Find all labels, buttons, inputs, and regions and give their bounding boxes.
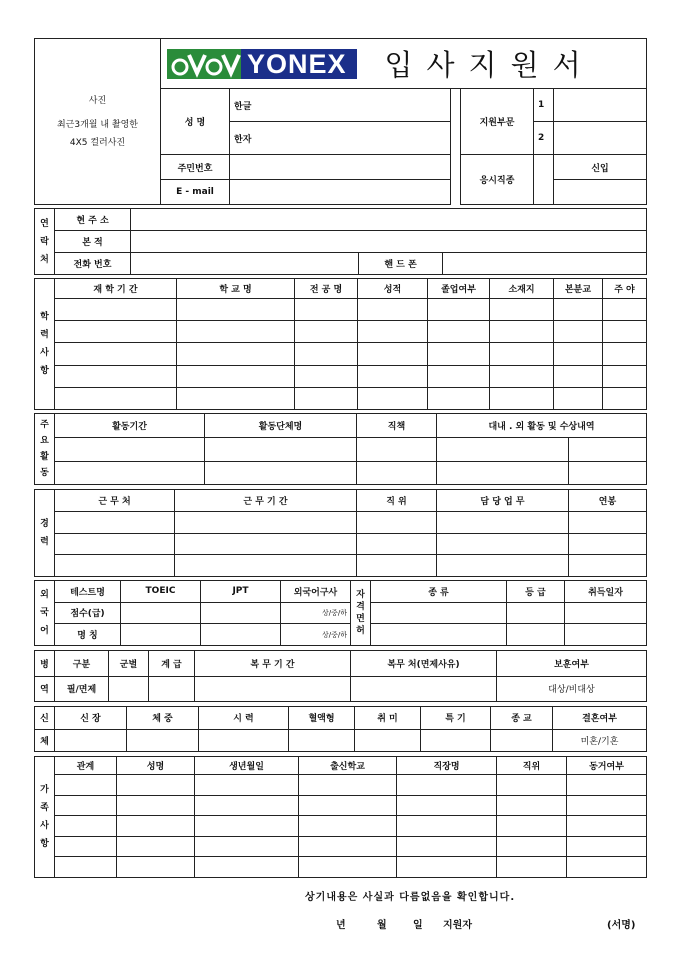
photo-area[interactable] bbox=[35, 39, 161, 205]
cell[interactable] bbox=[295, 299, 358, 321]
family-label-char: 항 bbox=[40, 839, 49, 849]
edu-header: 학 교 명 bbox=[177, 279, 295, 299]
cell[interactable] bbox=[55, 533, 175, 555]
cell[interactable] bbox=[569, 533, 647, 555]
cell[interactable] bbox=[497, 775, 567, 796]
act-label-char: 동 bbox=[40, 468, 49, 478]
cell[interactable] bbox=[55, 512, 175, 534]
cell[interactable] bbox=[397, 816, 497, 837]
career-label-char: 력 bbox=[40, 537, 49, 547]
dept-2-field[interactable] bbox=[554, 122, 647, 155]
career-header: 근 무 기 간 bbox=[175, 490, 357, 512]
cell[interactable] bbox=[428, 365, 490, 387]
act-header: 활동기간 bbox=[55, 414, 205, 438]
cell[interactable] bbox=[397, 795, 497, 816]
military-header: 구분 bbox=[55, 651, 109, 677]
cell[interactable] bbox=[567, 816, 647, 837]
origin-field[interactable] bbox=[131, 230, 647, 252]
education-table bbox=[34, 278, 647, 410]
cell[interactable] bbox=[175, 512, 357, 534]
cell[interactable] bbox=[299, 775, 397, 796]
page-title: 입사지원서 bbox=[384, 48, 595, 82]
table-row bbox=[35, 555, 647, 577]
cell[interactable] bbox=[490, 299, 554, 321]
cell[interactable] bbox=[567, 775, 647, 796]
family-table bbox=[34, 756, 647, 878]
military-header: 계 급 bbox=[149, 651, 195, 677]
cell[interactable] bbox=[497, 795, 567, 816]
cell[interactable] bbox=[507, 624, 565, 646]
cell[interactable] bbox=[121, 624, 201, 646]
cell[interactable] bbox=[428, 343, 490, 365]
email-field[interactable] bbox=[230, 180, 451, 205]
contact-label-char: 연 bbox=[40, 218, 49, 229]
cell[interactable] bbox=[177, 343, 295, 365]
cell[interactable] bbox=[358, 299, 428, 321]
exempt-label: 필/면제 bbox=[55, 676, 109, 702]
cell[interactable] bbox=[490, 387, 554, 409]
activities-section-label bbox=[35, 414, 55, 485]
photo-caption-1: 최근3개월 내 촬영한 bbox=[56, 119, 138, 130]
license-label-char: 면 bbox=[356, 614, 365, 624]
cell[interactable] bbox=[195, 857, 299, 878]
origin-label: 본 적 bbox=[55, 230, 131, 252]
cell[interactable] bbox=[357, 461, 437, 485]
career-table bbox=[34, 489, 647, 577]
jpt-label: JPT bbox=[201, 581, 281, 603]
cell[interactable] bbox=[55, 816, 117, 837]
table-row bbox=[35, 438, 647, 462]
mobile-label: 핸 드 폰 bbox=[359, 252, 443, 274]
contact-section-label bbox=[35, 209, 55, 275]
cell[interactable] bbox=[371, 602, 507, 624]
dept-1-field[interactable] bbox=[554, 89, 647, 122]
act-header: 직책 bbox=[357, 414, 437, 438]
cell[interactable] bbox=[117, 795, 195, 816]
body-header: 혈액형 bbox=[289, 707, 355, 730]
address-field[interactable] bbox=[131, 209, 647, 231]
family-header: 직위 bbox=[497, 757, 567, 775]
cell[interactable] bbox=[149, 676, 195, 702]
foreign-level-2[interactable]: 상/중/하 bbox=[281, 624, 351, 646]
cell[interactable] bbox=[497, 857, 567, 878]
table-row bbox=[35, 321, 647, 343]
cell[interactable] bbox=[554, 387, 603, 409]
yonex-logo-icon bbox=[167, 49, 241, 79]
foreign-language-label: 외국어구사 bbox=[281, 581, 351, 603]
cell[interactable] bbox=[195, 795, 299, 816]
dept-1-label: 1 bbox=[534, 89, 554, 122]
cell[interactable] bbox=[55, 343, 177, 365]
license-header: 취득일자 bbox=[565, 581, 647, 603]
cell[interactable] bbox=[490, 321, 554, 343]
cell[interactable] bbox=[55, 387, 177, 409]
cell[interactable] bbox=[358, 387, 428, 409]
marriage-field[interactable]: 미혼/기혼 bbox=[553, 729, 647, 752]
military-header: 보훈여부 bbox=[497, 651, 647, 677]
address-label: 현 주 소 bbox=[55, 209, 131, 231]
footer-month: 월 bbox=[377, 920, 387, 931]
veteran-field[interactable]: 대상/비대상 bbox=[497, 676, 647, 702]
type-label: 응시직종 bbox=[461, 155, 534, 205]
edu-header: 본분교 bbox=[554, 279, 603, 299]
license-label-char: 허 bbox=[356, 626, 365, 636]
edu-header: 전 공 명 bbox=[295, 279, 358, 299]
cell[interactable] bbox=[497, 836, 567, 857]
cell[interactable] bbox=[295, 365, 358, 387]
cell[interactable] bbox=[569, 555, 647, 577]
cell[interactable] bbox=[358, 365, 428, 387]
rrn-field[interactable] bbox=[230, 155, 451, 180]
body-label-1: 신 bbox=[35, 707, 55, 730]
cell[interactable] bbox=[357, 533, 437, 555]
cell[interactable] bbox=[428, 387, 490, 409]
cell[interactable] bbox=[177, 387, 295, 409]
cell[interactable] bbox=[175, 533, 357, 555]
family-header: 관계 bbox=[55, 757, 117, 775]
photo-caption-2: 4X5 컬러사진 bbox=[69, 137, 126, 148]
mobile-field[interactable] bbox=[443, 252, 647, 274]
cell[interactable] bbox=[299, 795, 397, 816]
table-row bbox=[35, 836, 647, 857]
cell[interactable] bbox=[490, 365, 554, 387]
footer-applicant: 지원자 bbox=[443, 920, 472, 931]
table-row bbox=[35, 512, 647, 534]
cell[interactable] bbox=[358, 321, 428, 343]
cell[interactable] bbox=[299, 857, 397, 878]
hangul-name-field[interactable] bbox=[230, 89, 451, 122]
cell[interactable] bbox=[357, 512, 437, 534]
lang-label-char: 국 bbox=[40, 608, 49, 618]
cell[interactable] bbox=[554, 321, 603, 343]
family-header: 직장명 bbox=[397, 757, 497, 775]
cell[interactable] bbox=[177, 365, 295, 387]
table-row bbox=[35, 365, 647, 387]
cell[interactable] bbox=[397, 836, 497, 857]
family-section-label bbox=[35, 757, 55, 878]
table-row bbox=[35, 299, 647, 321]
cell[interactable] bbox=[357, 555, 437, 577]
family-label-char: 가 bbox=[40, 785, 49, 795]
cell[interactable] bbox=[437, 533, 569, 555]
edu-label-char: 사 bbox=[40, 348, 49, 358]
email-label: E - mail bbox=[161, 180, 230, 205]
language-table bbox=[34, 580, 647, 646]
career-header: 근 무 처 bbox=[55, 490, 175, 512]
rrn-label: 주민번호 bbox=[161, 155, 230, 180]
cell[interactable] bbox=[289, 729, 355, 752]
footer-day: 일 bbox=[413, 920, 423, 931]
cell[interactable] bbox=[299, 836, 397, 857]
cell[interactable] bbox=[565, 602, 647, 624]
edu-header: 소재지 bbox=[490, 279, 554, 299]
cell[interactable] bbox=[205, 438, 357, 462]
cell[interactable] bbox=[177, 299, 295, 321]
lang-label-char: 어 bbox=[40, 626, 49, 636]
cell[interactable] bbox=[437, 461, 569, 485]
body-header: 결혼여부 bbox=[553, 707, 647, 730]
contact-label-char: 처 bbox=[40, 254, 49, 265]
cell[interactable] bbox=[299, 816, 397, 837]
cell[interactable] bbox=[603, 321, 647, 343]
edu-label-char: 항 bbox=[40, 366, 49, 376]
body-header: 신 장 bbox=[55, 707, 127, 730]
hanja-label: 한자 bbox=[234, 134, 252, 145]
edu-header: 졸업여부 bbox=[428, 279, 490, 299]
military-label-1: 병 bbox=[35, 651, 55, 677]
cell[interactable] bbox=[428, 299, 490, 321]
cell[interactable] bbox=[567, 836, 647, 857]
cell[interactable] bbox=[55, 321, 177, 343]
foreign-level-1[interactable]: 상/중/하 bbox=[281, 602, 351, 624]
cell[interactable] bbox=[567, 795, 647, 816]
cell[interactable] bbox=[201, 624, 281, 646]
cell[interactable] bbox=[565, 624, 647, 646]
cell[interactable] bbox=[603, 343, 647, 365]
cell[interactable] bbox=[205, 461, 357, 485]
cell[interactable] bbox=[117, 775, 195, 796]
cell[interactable] bbox=[490, 343, 554, 365]
cell[interactable] bbox=[55, 461, 205, 485]
cell[interactable] bbox=[55, 365, 177, 387]
cell[interactable] bbox=[295, 321, 358, 343]
cell[interactable] bbox=[603, 387, 647, 409]
dept-label: 지원부문 bbox=[461, 89, 534, 155]
type-new-option[interactable]: 신입 bbox=[554, 155, 647, 180]
cell[interactable] bbox=[195, 775, 299, 796]
contact-table bbox=[34, 208, 647, 275]
title-cell bbox=[161, 39, 647, 89]
cell[interactable] bbox=[117, 816, 195, 837]
family-header: 성명 bbox=[117, 757, 195, 775]
edu-header: 재 학 기 간 bbox=[55, 279, 177, 299]
act-label-char: 주 bbox=[40, 420, 49, 430]
career-section-label bbox=[35, 490, 55, 577]
cell[interactable] bbox=[437, 438, 569, 462]
cell[interactable] bbox=[127, 729, 199, 752]
table-row bbox=[35, 775, 647, 796]
cell[interactable] bbox=[603, 365, 647, 387]
footer-statement: 상기내용은 사실과 다름없음을 확인합니다. bbox=[305, 892, 516, 903]
cell[interactable] bbox=[55, 438, 205, 462]
military-header: 복 무 기 간 bbox=[195, 651, 351, 677]
toeic-label: TOEIC bbox=[121, 581, 201, 603]
license-label-char: 격 bbox=[356, 602, 365, 612]
cell[interactable] bbox=[175, 555, 357, 577]
photo-label: 사진 bbox=[88, 95, 107, 106]
cell[interactable] bbox=[55, 836, 117, 857]
footer-year: 년 bbox=[336, 920, 346, 931]
cell[interactable] bbox=[491, 729, 553, 752]
cell[interactable] bbox=[397, 857, 497, 878]
cell[interactable] bbox=[603, 299, 647, 321]
act-header: 활동단체명 bbox=[205, 414, 357, 438]
family-header: 동거여부 bbox=[567, 757, 647, 775]
dept-2-label: 2 bbox=[534, 122, 554, 155]
family-header: 생년월일 bbox=[195, 757, 299, 775]
cell[interactable] bbox=[554, 299, 603, 321]
cell[interactable] bbox=[357, 438, 437, 462]
cell[interactable] bbox=[55, 299, 177, 321]
license-section-label bbox=[351, 581, 371, 646]
type-checkbox-col[interactable] bbox=[534, 155, 554, 205]
signature-field[interactable]: (서명) bbox=[607, 920, 636, 931]
yonex-logo-text: YONEX bbox=[241, 49, 357, 79]
header-table bbox=[34, 38, 647, 205]
score-label: 점수(급) bbox=[55, 602, 121, 624]
cell[interactable] bbox=[195, 676, 351, 702]
career-header: 담 당 업 무 bbox=[437, 490, 569, 512]
phone-field[interactable] bbox=[131, 252, 359, 274]
cell[interactable] bbox=[437, 512, 569, 534]
cell[interactable] bbox=[371, 624, 507, 646]
cell[interactable] bbox=[117, 857, 195, 878]
cell[interactable] bbox=[554, 365, 603, 387]
family-label-char: 족 bbox=[40, 803, 49, 813]
contact-label-char: 락 bbox=[40, 236, 49, 247]
cell[interactable] bbox=[507, 602, 565, 624]
act-header: 대내 . 외 활동 및 수상내역 bbox=[437, 414, 647, 438]
cell[interactable] bbox=[177, 321, 295, 343]
edu-label-char: 력 bbox=[40, 330, 49, 340]
gap-bottom bbox=[554, 180, 647, 205]
edu-header: 성적 bbox=[358, 279, 428, 299]
cell[interactable] bbox=[295, 387, 358, 409]
table-row bbox=[35, 343, 647, 365]
name-label: 명 칭 bbox=[55, 624, 121, 646]
cell[interactable] bbox=[195, 816, 299, 837]
license-header: 종 류 bbox=[371, 581, 507, 603]
cell[interactable] bbox=[421, 729, 491, 752]
table-row bbox=[35, 857, 647, 878]
lang-label-char: 외 bbox=[40, 590, 49, 600]
license-header: 등 급 bbox=[507, 581, 565, 603]
education-section-label bbox=[35, 279, 55, 410]
table-row bbox=[35, 816, 647, 837]
cell[interactable] bbox=[497, 816, 567, 837]
cell[interactable] bbox=[55, 729, 127, 752]
cell[interactable] bbox=[569, 438, 647, 462]
act-label-char: 요 bbox=[40, 436, 49, 446]
body-header: 시 력 bbox=[199, 707, 289, 730]
military-label-2: 역 bbox=[35, 676, 55, 702]
language-section-label bbox=[35, 581, 55, 646]
table-row bbox=[35, 461, 647, 485]
family-label-char: 사 bbox=[40, 821, 49, 831]
table-row bbox=[35, 533, 647, 555]
body-header: 종 교 bbox=[491, 707, 553, 730]
yonex-logo-mark bbox=[167, 49, 241, 79]
cell[interactable] bbox=[569, 461, 647, 485]
cell[interactable] bbox=[295, 343, 358, 365]
hangul-label: 한글 bbox=[234, 101, 252, 112]
edu-label-char: 학 bbox=[40, 312, 49, 322]
military-table bbox=[34, 650, 647, 702]
cell[interactable] bbox=[355, 729, 421, 752]
career-label-char: 경 bbox=[40, 519, 49, 529]
activities-table bbox=[34, 413, 647, 485]
body-label-2: 체 bbox=[35, 729, 55, 752]
table-row bbox=[35, 795, 647, 816]
cell[interactable] bbox=[554, 343, 603, 365]
license-label-char: 자 bbox=[356, 590, 365, 600]
jpt-score-field[interactable] bbox=[201, 602, 281, 624]
cell[interactable] bbox=[351, 676, 497, 702]
phone-label: 전화 번호 bbox=[55, 252, 131, 274]
cell[interactable] bbox=[109, 676, 149, 702]
body-header: 체 중 bbox=[127, 707, 199, 730]
cell[interactable] bbox=[358, 343, 428, 365]
cell[interactable] bbox=[195, 836, 299, 857]
act-label-char: 활 bbox=[40, 452, 49, 462]
body-table bbox=[34, 706, 647, 752]
cell[interactable] bbox=[199, 729, 289, 752]
cell[interactable] bbox=[55, 775, 117, 796]
cell[interactable] bbox=[567, 857, 647, 878]
cell[interactable] bbox=[55, 795, 117, 816]
test-name-label: 테스트명 bbox=[55, 581, 121, 603]
cell[interactable] bbox=[55, 857, 117, 878]
hanja-name-field[interactable] bbox=[230, 122, 451, 155]
cell[interactable] bbox=[55, 555, 175, 577]
cell[interactable] bbox=[397, 775, 497, 796]
cell[interactable] bbox=[117, 836, 195, 857]
career-header: 직 위 bbox=[357, 490, 437, 512]
body-header: 취 미 bbox=[355, 707, 421, 730]
body-header: 특 기 bbox=[421, 707, 491, 730]
name-label: 성 명 bbox=[161, 89, 230, 155]
cell[interactable] bbox=[428, 321, 490, 343]
cell[interactable] bbox=[437, 555, 569, 577]
cell[interactable] bbox=[569, 512, 647, 534]
table-row bbox=[35, 387, 647, 409]
family-header: 출신학교 bbox=[299, 757, 397, 775]
toeic-score-field[interactable] bbox=[121, 602, 201, 624]
career-header: 연봉 bbox=[569, 490, 647, 512]
military-header: 군별 bbox=[109, 651, 149, 677]
military-header: 복무 처(면제사유) bbox=[351, 651, 497, 677]
edu-header: 주 야 bbox=[603, 279, 647, 299]
gap bbox=[451, 89, 461, 205]
